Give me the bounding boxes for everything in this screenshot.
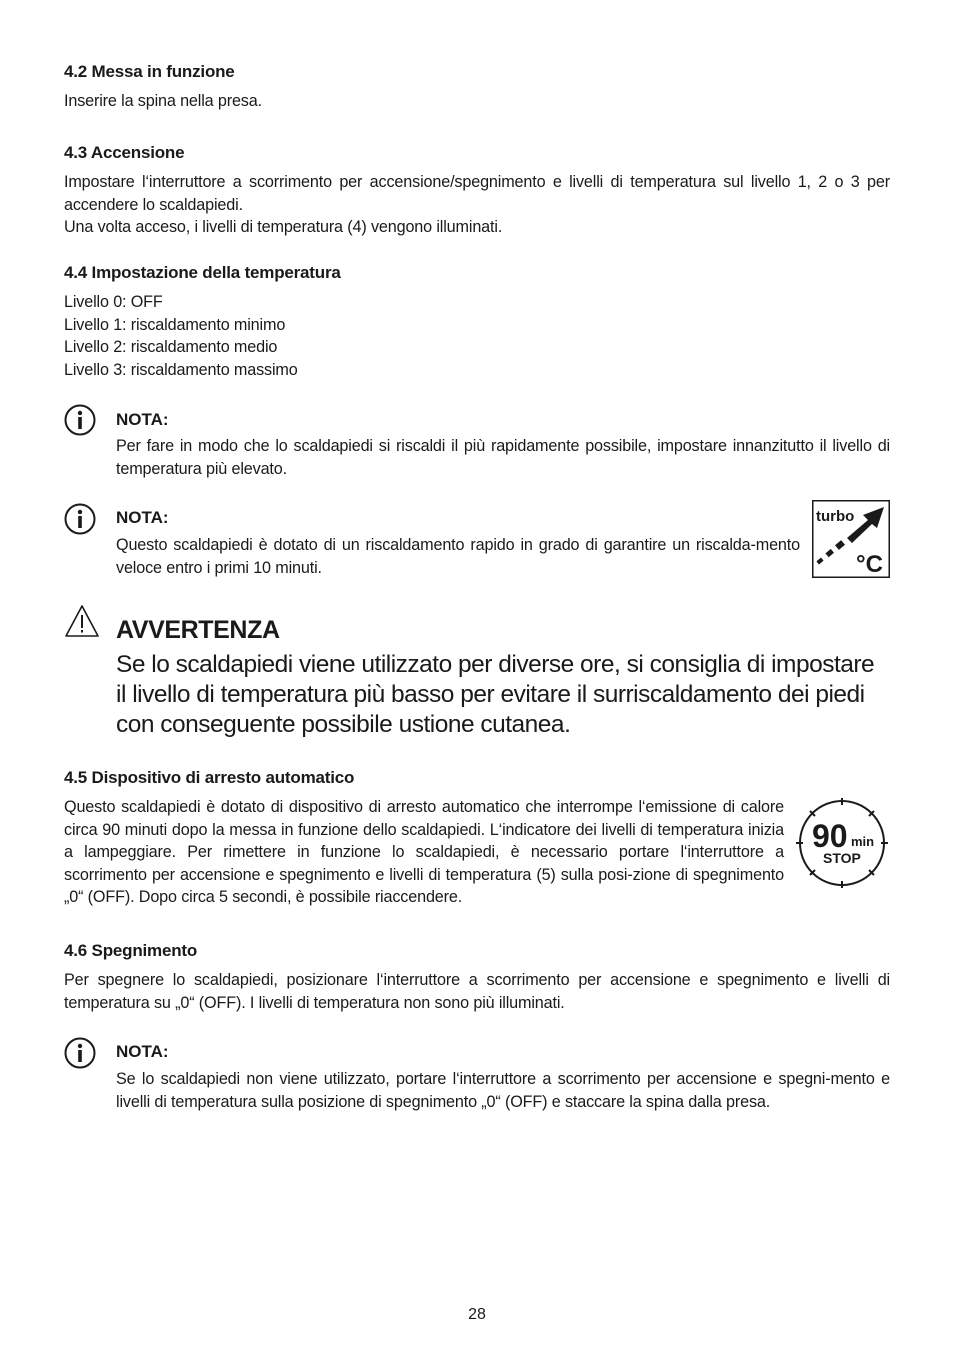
section-4-5-title: 4.5 Dispositivo di arresto automatico <box>64 768 355 787</box>
note-2-title: NOTA: <box>116 508 169 527</box>
level-0: Livello 0: OFF <box>64 293 163 311</box>
section-4-3-body: Impostare l‘interruttore a scorrimento per accensione/spegnimento e livelli di temperatura sul livello 1, 2 o 3 per accendere lo scaldapiedi. <box>64 173 890 214</box>
section-4-3-title: 4.3 Accensione <box>64 143 185 162</box>
timer-value: 90 <box>812 818 848 854</box>
level-3: Livello 3: riscaldamento massimo <box>64 361 298 379</box>
page-number: 28 <box>468 1306 486 1323</box>
section-4-4-title: 4.4 Impostazione della temperatura <box>64 263 341 282</box>
note-1-title: NOTA: <box>116 410 169 429</box>
note-3-title: NOTA: <box>116 1042 169 1061</box>
level-2: Livello 2: riscaldamento medio <box>64 338 278 356</box>
section-4-2-title: 4.2 Messa in funzione <box>64 62 235 81</box>
auto-off-timer-icon <box>794 797 890 889</box>
section-4-6-body: Per spegnere lo scaldapiedi, posizionare l‘interruttore a scorrimento per accensione e spegnimento e livelli di temperatura su „0“ (OFF). I livelli di temperatura non sono più illuminati. <box>64 971 890 1012</box>
info-icon <box>64 404 96 436</box>
warning-triangle-icon <box>64 604 100 638</box>
info-icon <box>64 503 96 535</box>
turbo-label: turbo <box>816 508 855 525</box>
timer-unit: min <box>851 834 875 849</box>
note-2-body: Questo scaldapiedi è dotato di un riscaldamento rapido in grado di garantire un riscalda-mento veloce entro i primi 10 minuti. <box>116 536 800 577</box>
timer-stop: STOP <box>823 850 861 866</box>
info-icon <box>64 1037 96 1069</box>
section-4-6-title: 4.6 Spegnimento <box>64 941 198 960</box>
celsius-label: °C <box>856 551 883 578</box>
turbo-heating-badge <box>812 500 890 578</box>
section-4-3-body-2: Una volta acceso, i livelli di temperatura (4) vengono illuminati. <box>64 218 503 236</box>
note-3-body: Se lo scaldapiedi non viene utilizzato, portare l‘interruttore a scorrimento per accensione e spegni-mento e livelli di temperatura sulla posizione di spegnimento „0“ (OFF) e staccare la spina dalla presa. <box>116 1070 890 1111</box>
warning-body: Se lo scaldapiedi viene utilizzato per diverse ore, si consiglia di impostare il livello di temperatura più basso per evitare il surriscaldamento dei piedi con conseguente possibile ustione cutanea. <box>116 651 875 738</box>
note-1-body: Per fare in modo che lo scaldapiedi si riscaldi il più rapidamente possibile, impostare innanzitutto il livello di temperatura più elevato. <box>116 437 890 478</box>
section-4-5-body: Questo scaldapiedi è dotato di dispositivo di arresto automatico che interrompe l‘emissione di calore circa 90 minuti dopo la messa in funzione dello scaldapiedi. L‘indicatore dei livelli di temperatura inizia a lampeggiare. Per rimettere in funzione lo scaldapiedi, è necessario portare l‘interruttore a scorrimento per accensione e spegnimento e livelli di temperatura (5) sulla posi-zione di spegnimento „0“ (OFF). Dopo circa 5 secondi, è possibile riaccendere. <box>64 798 784 907</box>
section-4-2-body: Inserire la spina nella presa. <box>64 92 262 110</box>
level-1: Livello 1: riscaldamento minimo <box>64 316 286 334</box>
warning-title: AVVERTENZA <box>116 616 280 644</box>
